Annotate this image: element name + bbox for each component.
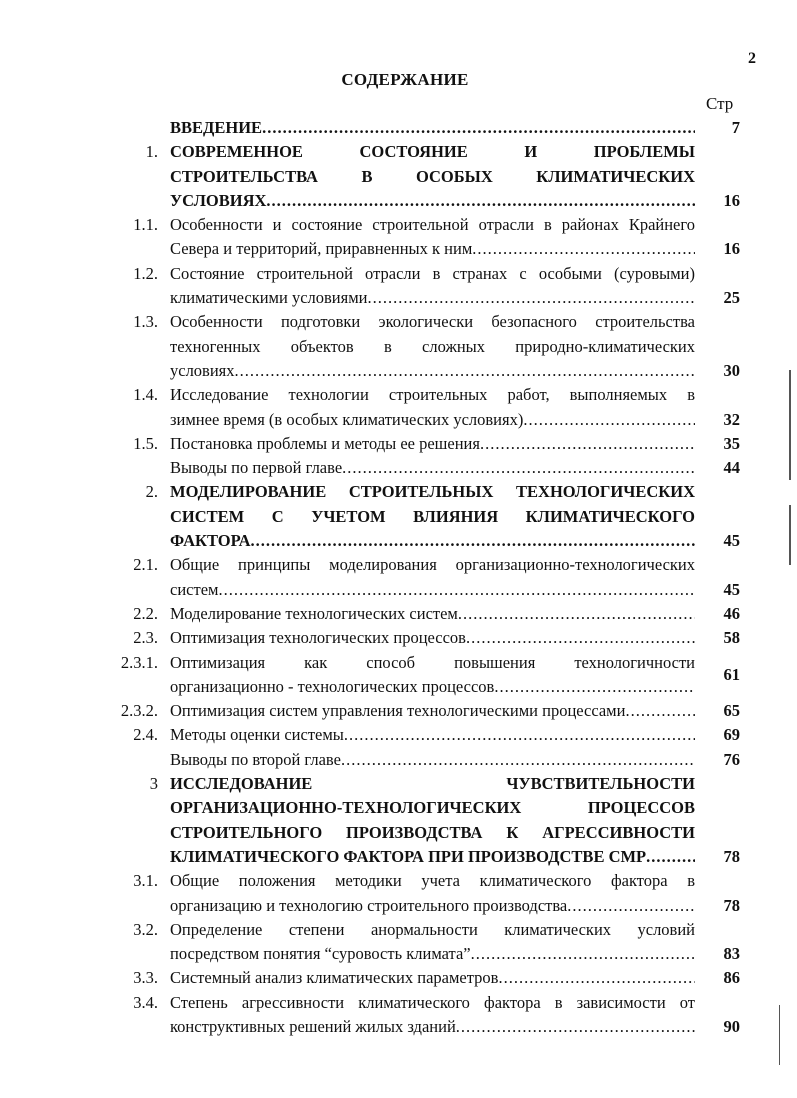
page-number: 2 xyxy=(748,50,756,67)
toc-entry-title-line: Состояние строительной отрасли в странах с особыми (суровыми) xyxy=(170,263,695,283)
toc-entry xyxy=(110,918,750,967)
toc-entry-page: 90 xyxy=(723,1016,740,1036)
toc-entry-page: 83 xyxy=(723,944,740,964)
toc-entry-number: 3 xyxy=(149,774,158,794)
toc-entry-number: 2.1. xyxy=(133,555,158,575)
toc-entry xyxy=(110,651,750,700)
dot-leader xyxy=(344,723,695,747)
toc-entry-page: 45 xyxy=(723,531,740,551)
toc-entry xyxy=(110,456,750,480)
toc-entry-title-line: условиях xyxy=(170,360,235,380)
toc-entry-number: 3.4. xyxy=(133,992,158,1012)
toc-entry xyxy=(110,626,750,650)
toc-entry-number: 2.3. xyxy=(133,628,158,648)
toc-entry xyxy=(110,310,750,383)
toc-entry xyxy=(110,383,750,432)
dot-leader xyxy=(341,748,695,772)
toc-entry-title-line: посредством понятия “суровость климата” xyxy=(170,944,471,964)
toc-entry-page: 69 xyxy=(723,725,740,745)
dot-leader xyxy=(494,675,695,699)
toc-entry-page: 45 xyxy=(723,579,740,599)
toc-entry-title-line: Общие принципы моделирования организационно-технологических xyxy=(170,555,695,575)
toc-entry-title-line: техногенных объектов в сложных природно-климатических xyxy=(170,336,695,356)
toc-entry-number: 3.3. xyxy=(133,968,158,988)
dot-leader xyxy=(218,578,695,602)
toc-entry-page: 44 xyxy=(723,458,740,478)
toc-entry-number: 3.2. xyxy=(133,919,158,939)
toc-entry xyxy=(110,869,750,918)
toc-entry-page: 65 xyxy=(723,701,740,721)
toc-entry-title-line: Степень агрессивности климатического фактора в зависимости от xyxy=(170,992,695,1012)
toc-entry xyxy=(110,699,750,723)
toc-entry-title-line: Оптимизация как способ повышения технологичности xyxy=(170,652,695,672)
toc-entry-title-line: КЛИМАТИЧЕСКОГО ФАКТОРА ПРИ ПРОИЗВОДСТВЕ СМР xyxy=(170,846,647,866)
toc-entry-title-line: СОВРЕМЕННОЕ СОСТОЯНИЕ И ПРОБЛЕМЫ xyxy=(170,142,695,162)
toc-entry-page: 76 xyxy=(723,749,740,769)
toc-entry-title-line: ИССЛЕДОВАНИЕ ЧУВСТВИТЕЛЬНОСТИ xyxy=(170,774,695,794)
toc-entry-title-line: климатическими условиями xyxy=(170,288,368,308)
dot-leader xyxy=(466,626,695,650)
toc-entry xyxy=(110,480,750,553)
toc-entry-title-line: Оптимизация технологических процессов xyxy=(170,628,466,648)
toc-entry xyxy=(110,748,750,772)
toc-entry-page: 78 xyxy=(723,895,740,915)
toc-entry-number: 1.4. xyxy=(133,385,158,405)
toc-entry-number: 3.1. xyxy=(133,871,158,891)
toc-entry-number: 1.3. xyxy=(133,312,158,332)
toc-entry-number: 1.1. xyxy=(133,215,158,235)
toc-entry xyxy=(110,723,750,747)
toc-entry-title-line: Моделирование технологических систем xyxy=(170,603,458,623)
toc-entry-number: 2.2. xyxy=(133,603,158,623)
toc-entry-page: 58 xyxy=(723,628,740,648)
toc-entry-title-line: организацию и технологию строительного производства xyxy=(170,895,568,915)
toc-entry xyxy=(110,213,750,262)
dot-leader xyxy=(472,237,695,261)
dot-leader xyxy=(480,432,695,456)
toc-entry-title-line: Исследование технологии строительных работ, выполняемых в xyxy=(170,385,695,405)
toc-entry-title-line: систем xyxy=(170,579,219,599)
toc-entry-number: 1. xyxy=(145,142,158,162)
toc-entry-page: 61 xyxy=(723,664,740,684)
toc-entry-title-line: Системный анализ климатических параметров xyxy=(170,968,499,988)
toc-entry-title-line: ФАКТОРА xyxy=(170,531,251,551)
toc-entry-page: 25 xyxy=(723,288,740,308)
dot-leader xyxy=(625,699,695,723)
toc-entry-number: 2.3.1. xyxy=(120,652,158,672)
toc-entry xyxy=(110,116,750,140)
toc-entry-title-line: Выводы по второй главе xyxy=(170,749,341,769)
dot-leader xyxy=(646,845,695,869)
toc-entry-title-line: Постановка проблемы и методы ее решения xyxy=(170,433,480,453)
toc-entry-title-line: ВВЕДЕНИЕ xyxy=(170,118,263,137)
page-column-header: Стр xyxy=(706,94,734,113)
scan-mark xyxy=(789,505,791,565)
toc-entry-number: 1.5. xyxy=(133,433,158,453)
toc-entry-title-line: конструктивных решений жилых зданий xyxy=(170,1016,456,1036)
toc-entry xyxy=(110,262,750,311)
toc-entry-title-line: СИСТЕМ С УЧЕТОМ ВЛИЯНИЯ КЛИМАТИЧЕСКОГО xyxy=(170,506,695,526)
toc-entry-page: 16 xyxy=(723,190,740,210)
dot-leader xyxy=(498,966,695,990)
toc-entry-title-line: Определение степени анормальности климатических условий xyxy=(170,919,695,939)
toc-entry-title-line: Выводы по первой главе xyxy=(170,458,343,478)
toc-entry-page: 32 xyxy=(723,409,740,429)
dot-leader xyxy=(471,942,695,966)
toc-entry xyxy=(110,772,750,869)
toc-entry-title-line: МОДЕЛИРОВАНИЕ СТРОИТЕЛЬНЫХ ТЕХНОЛОГИЧЕСКИХ xyxy=(170,482,695,502)
toc-entry xyxy=(110,602,750,626)
toc-entry xyxy=(110,140,750,213)
scan-mark xyxy=(789,370,791,480)
toc-entry-title-line: организационно - технологических процессов xyxy=(170,676,495,696)
dot-leader xyxy=(523,408,695,432)
toc-entry xyxy=(110,966,750,990)
toc-entry xyxy=(110,432,750,456)
dot-leader xyxy=(367,286,695,310)
toc-entry xyxy=(110,553,750,602)
dot-leader xyxy=(342,456,695,480)
toc-title: СОДЕРЖАНИЕ xyxy=(341,70,469,89)
toc-entry xyxy=(110,991,750,1040)
toc-entry-page: 86 xyxy=(723,968,740,988)
toc-entry-page: 7 xyxy=(731,118,740,137)
table-of-contents xyxy=(110,116,750,1039)
toc-entry-number: 2.4. xyxy=(133,725,158,745)
toc-entry-title-line: СТРОИТЕЛЬНОГО ПРОИЗВОДСТВА К АГРЕССИВНОСТИ xyxy=(170,822,695,842)
dot-leader xyxy=(567,894,695,918)
toc-entry-page: 30 xyxy=(723,360,740,380)
toc-entry-title-line: УСЛОВИЯХ xyxy=(170,190,267,210)
toc-entry-title-line: Методы оценки системы xyxy=(170,725,344,745)
toc-entry-page: 78 xyxy=(723,846,740,866)
dot-leader xyxy=(458,602,695,626)
scan-mark xyxy=(779,1005,780,1065)
toc-entry-title-line: Севера и территорий, приравненных к ним xyxy=(170,239,473,259)
dot-leader xyxy=(235,359,695,383)
toc-entry-title-line: СТРОИТЕЛЬСТВА В ОСОБЫХ КЛИМАТИЧЕСКИХ xyxy=(170,166,695,186)
toc-entry-title-line: Особенности подготовки экологически безопасного строительства xyxy=(170,312,695,332)
dot-leader xyxy=(251,529,695,553)
toc-entry-page: 46 xyxy=(723,603,740,623)
toc-entry-number: 2.3.2. xyxy=(120,701,158,721)
toc-entry-number: 1.2. xyxy=(133,263,158,283)
dot-leader xyxy=(262,116,695,140)
toc-entry-page: 16 xyxy=(723,239,740,259)
toc-entry-title-line: ОРГАНИЗАЦИОННО-ТЕХНОЛОГИЧЕСКИХ ПРОЦЕССОВ xyxy=(170,798,695,818)
toc-entry-title-line: Особенности и состояние строительной отрасли в районах Крайнего xyxy=(170,215,695,235)
toc-entry-title-line: зимнее время (в особых климатических условиях) xyxy=(170,409,524,429)
toc-entry-number: 2. xyxy=(145,482,158,502)
toc-entry-page: 35 xyxy=(723,433,740,453)
dot-leader xyxy=(456,1015,695,1039)
toc-entry-title-line: Оптимизация систем управления технологическими процессами xyxy=(170,701,626,721)
dot-leader xyxy=(266,189,695,213)
toc-entry-title-line: Общие положения методики учета климатического фактора в xyxy=(170,871,695,891)
